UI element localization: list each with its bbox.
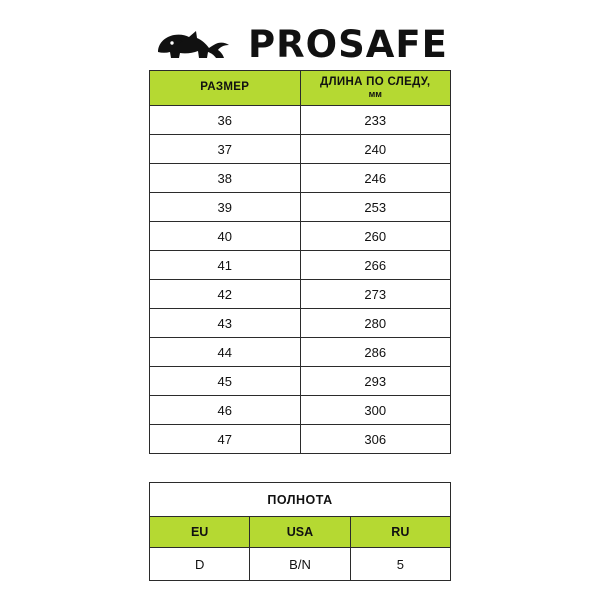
table-row bbox=[150, 222, 451, 251]
cell-length: 273 bbox=[300, 280, 451, 309]
fullness-title: ПОЛНОТА bbox=[150, 483, 451, 517]
cell-ru-value: 5 bbox=[350, 548, 450, 581]
cell-size: 40 bbox=[150, 222, 301, 251]
column-header-length-unit: мм bbox=[368, 89, 382, 100]
fullness-header-row bbox=[150, 517, 451, 548]
column-header-size-label: РАЗМЕР bbox=[200, 81, 250, 94]
column-header-size bbox=[150, 71, 301, 106]
table-row bbox=[150, 338, 451, 367]
size-table-wrapper bbox=[149, 70, 451, 454]
table-row bbox=[150, 193, 451, 222]
column-header-usa: USA bbox=[250, 517, 350, 548]
cell-size: 37 bbox=[150, 135, 301, 164]
cell-size: 43 bbox=[150, 309, 301, 338]
brand-name: PROSAFE bbox=[248, 22, 448, 66]
column-header-length bbox=[300, 71, 451, 106]
cell-size: 44 bbox=[150, 338, 301, 367]
column-header-ru: RU bbox=[350, 517, 450, 548]
cell-usa-value: B/N bbox=[250, 548, 350, 581]
table-row bbox=[150, 106, 451, 135]
cell-size: 46 bbox=[150, 396, 301, 425]
table-header-row bbox=[150, 71, 451, 106]
cell-eu-value: D bbox=[150, 548, 250, 581]
cell-length: 240 bbox=[300, 135, 451, 164]
cell-size: 38 bbox=[150, 164, 301, 193]
cell-length: 253 bbox=[300, 193, 451, 222]
cell-size: 39 bbox=[150, 193, 301, 222]
rhino-logo-icon bbox=[152, 22, 234, 66]
cell-length: 306 bbox=[300, 425, 451, 454]
table-row bbox=[150, 309, 451, 338]
table-row bbox=[150, 280, 451, 309]
table-row bbox=[150, 164, 451, 193]
fullness-table bbox=[149, 482, 451, 581]
cell-length: 233 bbox=[300, 106, 451, 135]
cell-length: 266 bbox=[300, 251, 451, 280]
cell-length: 300 bbox=[300, 396, 451, 425]
cell-length: 246 bbox=[300, 164, 451, 193]
brand-header bbox=[0, 0, 600, 70]
fullness-table-wrapper bbox=[149, 482, 451, 581]
cell-size: 36 bbox=[150, 106, 301, 135]
fullness-title-row bbox=[150, 483, 451, 517]
table-row bbox=[150, 367, 451, 396]
cell-size: 47 bbox=[150, 425, 301, 454]
table-row bbox=[150, 425, 451, 454]
cell-length: 293 bbox=[300, 367, 451, 396]
cell-size: 42 bbox=[150, 280, 301, 309]
cell-size: 45 bbox=[150, 367, 301, 396]
column-header-eu: EU bbox=[150, 517, 250, 548]
column-header-length-label: ДЛИНА ПО СЛЕДУ, bbox=[320, 76, 431, 89]
table-row bbox=[150, 251, 451, 280]
cell-length: 286 bbox=[300, 338, 451, 367]
cell-length: 260 bbox=[300, 222, 451, 251]
cell-size: 41 bbox=[150, 251, 301, 280]
table-row bbox=[150, 135, 451, 164]
fullness-data-row bbox=[150, 548, 451, 581]
table-row bbox=[150, 396, 451, 425]
cell-length: 280 bbox=[300, 309, 451, 338]
size-table bbox=[149, 70, 451, 454]
